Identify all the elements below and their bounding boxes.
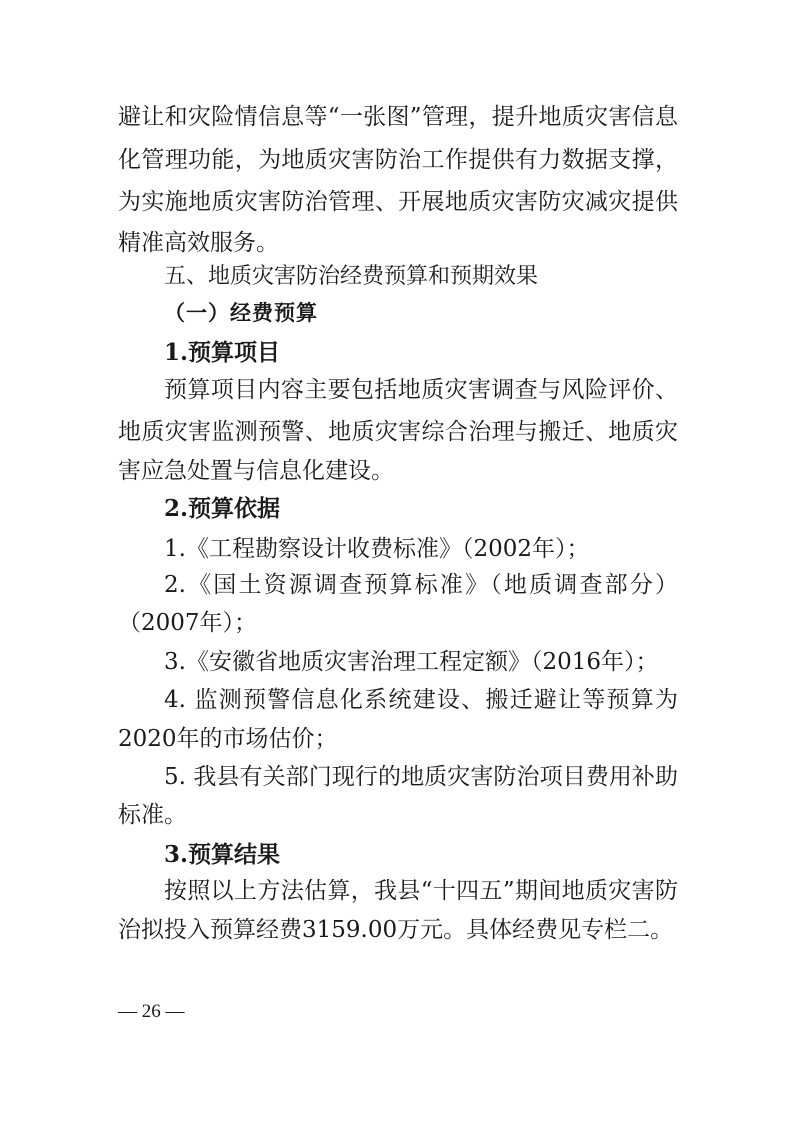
list-item-continuation: （2007年）； (118, 610, 258, 636)
list-item: 1.《工程勘察设计收费标准》（2002年）； (164, 536, 590, 562)
paragraph-line: 为实施地质灾害防治管理、开展地质灾害防灾减灾提供 (118, 189, 678, 215)
paragraph-line: 按照以上方法估算，我县“十四五”期间地质灾害防 (164, 878, 678, 904)
paragraph-line: 避让和灾险情信息等“一张图”管理，提升地质灾害信息 (118, 104, 678, 130)
item-heading: 1.预算项目 (164, 339, 281, 366)
section-heading: 五、地质灾害防治经费预算和预期效果 (164, 264, 539, 289)
paragraph-line: 治拟投入预算经费3159.00万元。具体经费见专栏二。 (118, 917, 674, 943)
list-item: 3.《安徽省地质灾害治理工程定额》（2016年）； (164, 649, 659, 675)
paragraph-line: 预算项目内容主要包括地质灾害调查与风险评价、 (164, 377, 678, 403)
paragraph-line: 害应急处置与信息化建设。 (118, 458, 394, 484)
list-item-continuation: 2020年的市场估价； (118, 726, 338, 752)
paragraph-line: 化管理功能，为地质灾害防治工作提供有力数据支撑， (118, 147, 678, 173)
page-number: — 26 — (118, 1001, 185, 1022)
item-heading: 3.预算结果 (164, 841, 281, 868)
list-item-continuation: 标准。 (118, 802, 187, 828)
list-item: 2.《国土资源调查预算标准》（地质调查部分） (164, 572, 678, 598)
paragraph-line: 精准高效服务。 (118, 230, 279, 256)
subsection-heading: （一）经费预算 (164, 301, 318, 325)
item-heading: 2.预算依据 (164, 495, 281, 522)
paragraph-line: 地质灾害监测预警、地质灾害综合治理与搬迁、地质灾 (118, 419, 678, 445)
list-item: 5. 我县有关部门现行的地质灾害防治项目费用补助 (164, 764, 678, 790)
list-item: 4. 监测预警信息化系统建设、搬迁避让等预算为 (164, 687, 678, 713)
